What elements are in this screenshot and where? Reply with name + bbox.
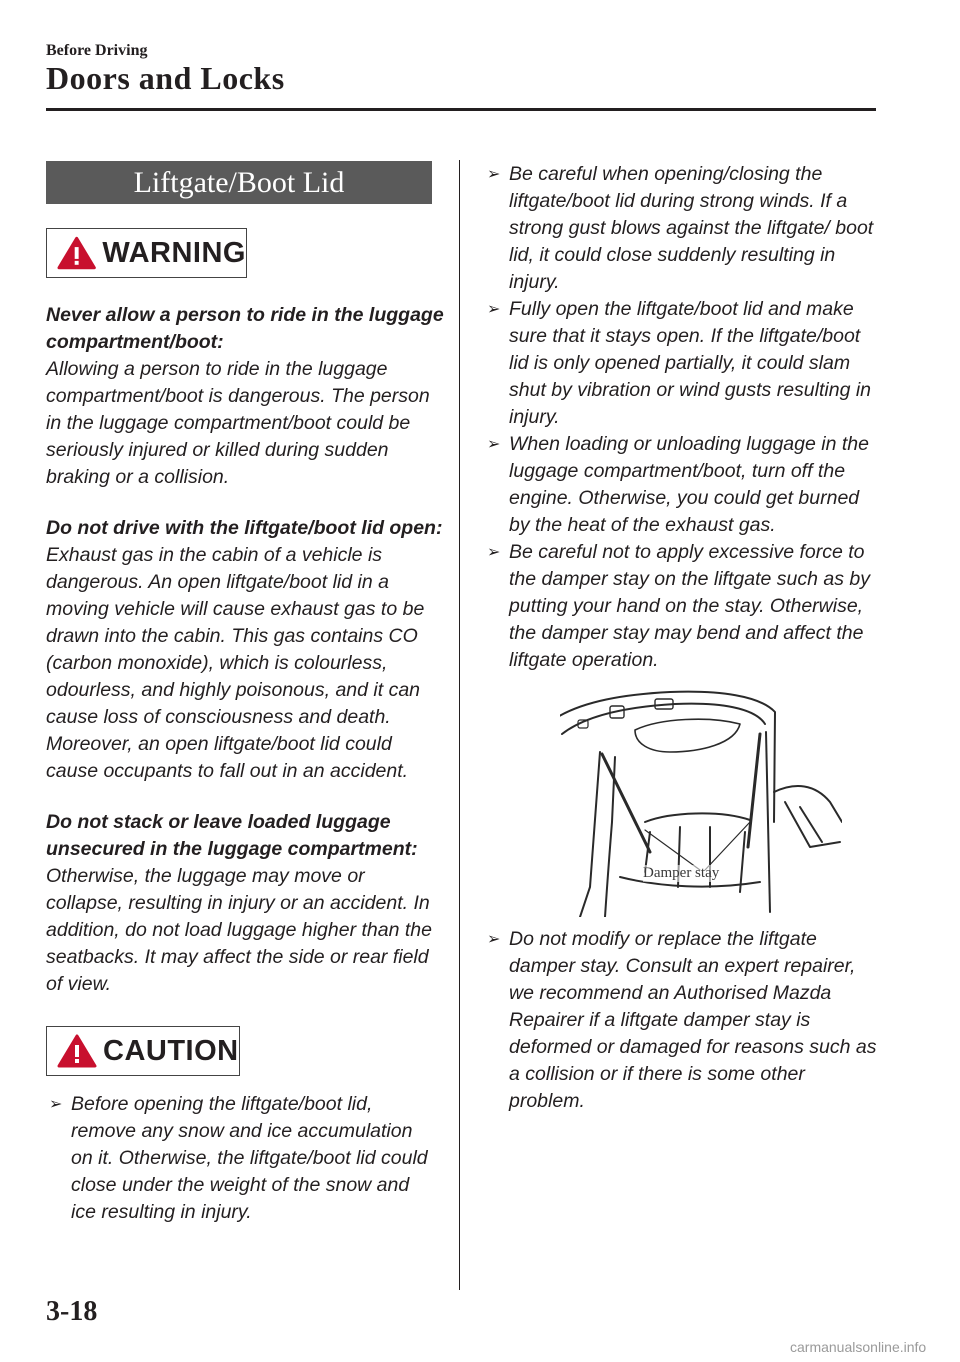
caution-text: Be careful not to apply excessive force to the damper stay on the liftgate such as by putting your hand on the stay. Otherwise, the damper stay may bend and affect the liftgate operation. <box>509 541 870 671</box>
warning-item-1 <box>46 302 446 491</box>
caution-list-left <box>46 1091 438 1226</box>
caution-label-box <box>46 1026 240 1076</box>
warning-body: Exhaust gas in the cabin of a vehicle is dangerous. An open liftgate/boot lid in a moving vehicle will cause exhaust gas to be drawn into the cabin. This gas contains CO (carbon monoxide), which is colourless, odourless, and highly poisonous, and it can cause loss of consciousness and death. Moreover, an open liftgate/boot lid could cause occupants to fall out in an accident. <box>46 544 425 782</box>
warning-item-3 <box>46 809 446 998</box>
warning-item-2 <box>46 515 446 785</box>
warning-heading: Do not drive with the liftgate/boot lid open: <box>46 517 443 539</box>
arrow-right-icon: ➢ <box>487 301 501 318</box>
caution-list-right-top <box>484 161 882 674</box>
figure-caption: Damper stay <box>643 865 720 881</box>
column-divider <box>459 160 460 1290</box>
list-item <box>484 161 882 296</box>
warning-body: Allowing a person to ride in the luggage compartment/boot is dangerous. The person in the luggage compartment/boot could be seriously injured or killed during sudden braking or a collision. <box>46 358 430 488</box>
topic-banner: Liftgate/Boot Lid <box>46 161 432 204</box>
arrow-right-icon: ➢ <box>487 544 501 561</box>
list-item <box>484 431 882 539</box>
page-number: 3-18 <box>46 1296 98 1327</box>
caution-text: Fully open the liftgate/boot lid and make sure that it stays open. If the liftgate/boot lid is only opened partially, it could slam shut by vibration or wind gusts resulting in injury. <box>509 298 872 428</box>
arrow-right-icon: ➢ <box>487 166 501 183</box>
warning-heading: Do not stack or leave loaded luggage unsecured in the luggage compartment: <box>46 811 418 860</box>
warning-triangle-icon <box>57 1034 97 1068</box>
list-item <box>484 539 882 674</box>
caution-list-right-bottom <box>484 926 882 1115</box>
caution-text: Before opening the liftgate/boot lid, remove any snow and ice accumulation on it. Otherwise, the liftgate/boot lid could close under the weight of the snow and ice resulting in injury. <box>71 1093 428 1223</box>
warning-body: Otherwise, the luggage may move or collapse, resulting in injury or an accident. In addition, do not load luggage higher than the seatbacks. It may affect the side or rear field of view. <box>46 865 432 995</box>
caution-text: Do not modify or replace the liftgate damper stay. Consult an expert repairer, we recommend an Authorised Mazda Repairer if a liftgate damper stay is deformed or damaged for reasons such as a collision or if there is some other problem. <box>509 928 877 1112</box>
list-item <box>46 1091 438 1226</box>
arrow-right-icon: ➢ <box>487 931 501 948</box>
caution-text: Be careful when opening/closing the liftgate/boot lid during strong winds. If a strong gust blows against the liftgate/ boot lid, it could close suddenly resulting in injury. <box>509 163 874 293</box>
caution-label: CAUTION <box>103 1034 239 1067</box>
arrow-right-icon: ➢ <box>49 1096 63 1113</box>
caution-text: When loading or unloading luggage in the luggage compartment/boot, turn off the engine. Otherwise, you could get burned by the heat of the exhaust gas. <box>509 433 869 536</box>
warning-label: WARNING <box>102 236 246 269</box>
chapter-title: Doors and Locks <box>46 60 285 96</box>
list-item <box>484 296 882 431</box>
section-label: Before Driving <box>46 42 148 59</box>
arrow-right-icon: ➢ <box>487 436 501 453</box>
list-item <box>484 926 882 1115</box>
warning-heading: Never allow a person to ride in the luggage compartment/boot: <box>46 304 444 353</box>
header-rule <box>46 108 876 111</box>
warning-triangle-icon <box>57 236 96 270</box>
watermark: carmanualsonline.info <box>790 1339 927 1355</box>
warning-label-box <box>46 228 247 278</box>
